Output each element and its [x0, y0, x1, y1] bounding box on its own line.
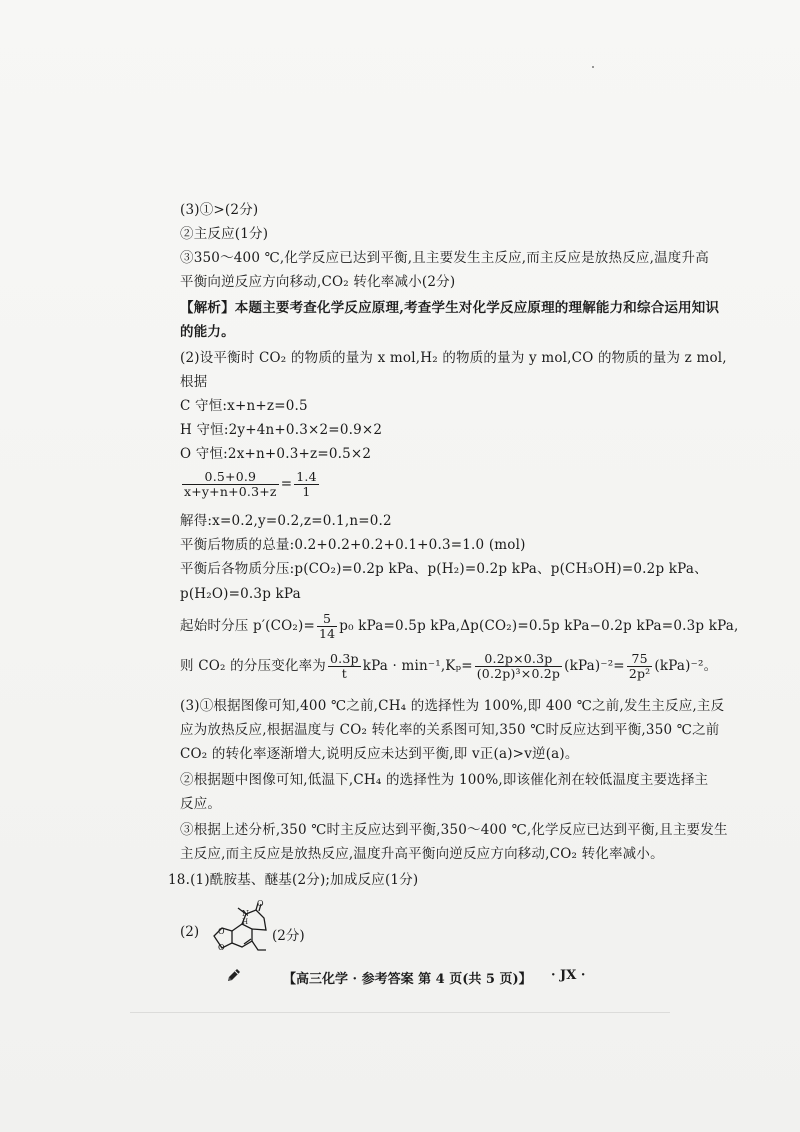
- speck: [592, 66, 594, 68]
- carbon-conservation: C 守恒:x+n+z=0.5: [180, 398, 308, 414]
- total-amount: 平衡后物质的总量:0.2+0.2+0.2+0.1+0.3=1.0 (mol): [180, 537, 526, 553]
- analysis-3-1-cont2: CO₂ 的转化率逐渐增大,说明反应未达到平衡,即 v正(a)>v逆(a)。: [180, 746, 579, 762]
- oxygen-atom-2: O: [218, 943, 225, 952]
- ratio-fraction-left: $\frac{0.5+0.9}{x+y+n+0.3+z}$: [184, 469, 277, 499]
- analysis-3-2-cont: 反应。: [180, 796, 222, 812]
- answer-3-2: ②主反应(1分): [180, 226, 269, 242]
- footer-code: · JX ·: [551, 968, 586, 983]
- rate-and-kp-equation: 则 CO₂ 的分压变化率为 $\frac{0.3p}{t}$ kPa · min⁻¹,Kₚ= $\frac{0.2p\times 0.3p}{\text{(0.2p)³×0.2p}}$ (kPa)⁻²= $\frac{75}{\text{2p²}}$ (kPa)⁻²。: [180, 651, 718, 681]
- analysis-heading-cont: 的能力。: [180, 324, 235, 340]
- answer-3-3: ③350～400 ℃,化学反应已达到平衡,且主要发生主反应,而主反应是放热反应,温度升高: [180, 250, 709, 266]
- scan-edge-line: [130, 1012, 670, 1013]
- question-18-1: 18.(1)酰胺基、醚基(2分);加成反应(1分): [168, 872, 419, 888]
- kp-fraction: $\frac{0.2p\times 0.3p}{\text{(0.2p)³×0.2p}}$: [476, 651, 561, 681]
- partial-pressures-cont: p(H₂O)=0.3p kPa: [180, 586, 301, 602]
- analysis-3-1-cont: 应为放热反应,根据温度与 CO₂ 转化率的关系图可知,350 ℃时反应达到平衡,350 ℃之前: [180, 722, 720, 738]
- analysis-2-setup: (2)设平衡时 CO₂ 的物质的量为 x mol,H₂ 的物质的量为 y mol,CO 的物质的量为 z mol,: [180, 350, 727, 366]
- answer-3-3-cont: 平衡向逆反应方向移动,CO₂ 转化率减小(2分): [180, 274, 456, 290]
- solution-values: 解得:x=0.2,y=0.2,z=0.1,n=0.2: [180, 513, 392, 529]
- kp-result-fraction: $\frac{75}{\text{2p²}}$: [628, 651, 651, 681]
- rate-fraction: $\frac{0.3p}{t}$: [330, 651, 359, 681]
- nitrogen-atom: N: [242, 909, 249, 918]
- nh-hydrogen: H: [242, 918, 249, 926]
- oxygen-atom-1: O: [218, 927, 225, 936]
- answer-3-1: (3)①>(2分): [180, 202, 259, 218]
- analysis-3-2: ②根据题中图像可知,低温下,CH₄ 的选择性为 100%,即该催化剂在较低温度主要选择主: [180, 772, 709, 788]
- cyclohexene-ring: [232, 924, 252, 947]
- hydrogen-conservation: H 守恒:2y+4n+0.3×2=0.9×2: [180, 422, 383, 438]
- ratio-fraction-right: $\frac{1.4}{1}$: [296, 469, 317, 499]
- analysis-2-setup-cont: 根据: [180, 374, 208, 390]
- initial-pressure-equation: 起始时分压 p′(CO₂)= $\frac{5}{14}$ p₀ kPa=0.5p kPa,Δp(CO₂)=0.5p kPa−0.2p kPa=0.3p kPa,: [180, 611, 739, 641]
- partial-pressures: 平衡后各物质分压:p(CO₂)=0.2p kPa、p(H₂)=0.2p kPa、p(CH₃OH)=0.2p kPa、: [180, 561, 708, 577]
- analysis-3-3-cont: 主反应,而主反应是放热反应,温度升高平衡向逆反应方向移动,CO₂ 转化率减小。: [180, 846, 664, 862]
- analysis-3-3: ③根据上述分析,350 ℃时主反应达到平衡,350～400 ℃,化学反应已达到平衡,且主要发生: [180, 822, 728, 838]
- structure-label: (2): [180, 924, 200, 940]
- analysis-3-1: (3)①根据图像可知,400 ℃之前,CH₄ 的选择性为 100%,即 400 ℃之前,发生主反应,主反: [180, 698, 725, 714]
- footer-title: 【高三化学 · 参考答案 第 4 页(共 5 页)】: [283, 972, 532, 987]
- ratio-equation: $\frac{0.5+0.9}{x+y+n+0.3+z}$ = $\frac{1.4}{1}$: [184, 469, 317, 499]
- page-footer: [225, 966, 590, 986]
- five-fourteenths-fraction: $\frac{5}{14}$: [318, 611, 336, 641]
- pencil-icon: [225, 966, 243, 984]
- ethyl-chain: [252, 941, 266, 950]
- analysis-heading: 【解析】本题主要考查化学反应原理,考查学生对化学反应原理的理解能力和综合运用知识: [180, 300, 720, 316]
- oxygen-conservation: O 守恒:2x+n+0.3+z=0.5×2: [180, 446, 372, 462]
- carbonyl-oxygen: O: [257, 900, 264, 908]
- structure-score: (2分): [272, 928, 305, 944]
